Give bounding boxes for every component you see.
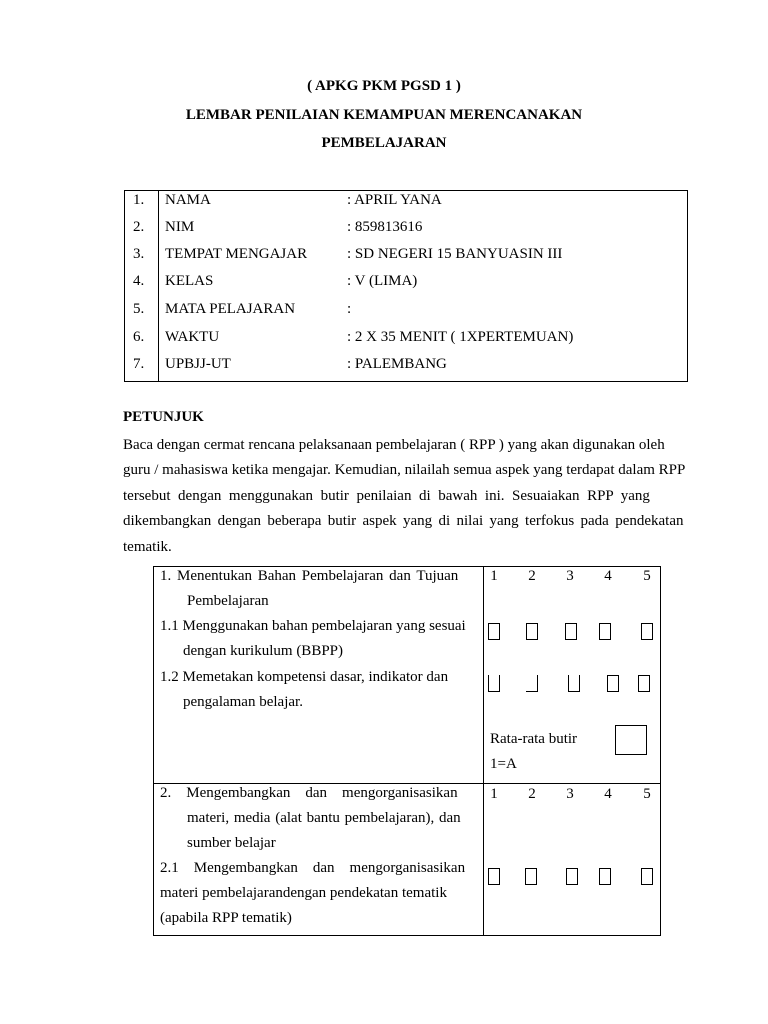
- form-title-continued: PEMBELAJARAN: [321, 135, 447, 151]
- instructions-line: guru / mahasiswa ketika mengajar. Kemudian, nilailah semua aspek yang terdapat dalam RPP: [123, 462, 686, 478]
- instructions-line: Baca dengan cermat rencana pelaksanaan pembelajaran ( RPP ) yang akan digunakan oleh: [123, 437, 665, 453]
- item-1-1-text: 1.1 Menggunakan bahan pembelajaran yang sesuai: [160, 618, 466, 634]
- score-checkbox[interactable]: [638, 675, 650, 692]
- average-score-box[interactable]: [615, 725, 647, 755]
- score-checkbox[interactable]: [607, 675, 619, 692]
- score-label: 3: [566, 568, 574, 584]
- score-checkbox[interactable]: [526, 623, 538, 640]
- score-label: 1: [490, 786, 498, 802]
- section-2-title-continued: sumber belajar: [187, 835, 276, 851]
- row-label: WAKTU: [165, 329, 220, 345]
- score-checkbox[interactable]: [565, 623, 577, 640]
- instructions-heading: PETUNJUK: [123, 409, 204, 425]
- score-checkbox[interactable]: [526, 675, 538, 692]
- row-number: 3.: [133, 246, 145, 262]
- score-checkbox[interactable]: [488, 623, 500, 640]
- instructions-line: tersebut dengan menggunakan butir penilaian di bawah ini. Sesuaiakan RPP yang: [123, 488, 650, 504]
- row-value: : APRIL YANA: [347, 192, 442, 208]
- item-1-2-text: 1.2 Memetakan kompetensi dasar, indikator dan: [160, 669, 449, 685]
- identity-row: [125, 244, 687, 264]
- column-divider: [483, 784, 484, 935]
- score-label: 5: [643, 568, 651, 584]
- row-value: : PALEMBANG: [347, 356, 447, 372]
- score-label: 3: [566, 786, 574, 802]
- score-checkbox[interactable]: [568, 675, 580, 692]
- score-label: 4: [604, 568, 612, 584]
- item-2-1-text: 2.1 Mengembangkan dan mengorganisasikan: [160, 860, 466, 876]
- average-label: Rata-rata butir: [490, 731, 578, 747]
- row-label: TEMPAT MENGAJAR: [165, 246, 308, 262]
- identity-row: [125, 217, 687, 237]
- section-2-title-continued: materi, media (alat bantu pembelajaran), dan: [187, 810, 461, 826]
- row-value: : SD NEGERI 15 BANYUASIN III: [347, 246, 563, 262]
- row-value: : V (LIMA): [347, 273, 418, 289]
- row-label: KELAS: [165, 273, 214, 289]
- average-label-continued: 1=A: [490, 756, 517, 772]
- score-label: 1: [490, 568, 498, 584]
- identity-table: [124, 190, 688, 382]
- score-checkbox[interactable]: [488, 675, 500, 692]
- score-checkbox[interactable]: [488, 868, 500, 885]
- instructions-line: tematik.: [123, 539, 172, 555]
- item-2-1-text-continued: (apabila RPP tematik): [160, 910, 292, 926]
- form-code-title: ( APKG PKM PGSD 1 ): [307, 78, 461, 94]
- row-number: 4.: [133, 273, 145, 289]
- row-number: 5.: [133, 301, 145, 317]
- row-label: NAMA: [165, 192, 211, 208]
- score-label: 2: [528, 568, 536, 584]
- score-checkbox[interactable]: [641, 868, 653, 885]
- section-1-title-continued: Pembelajaran: [187, 593, 269, 609]
- score-label: 5: [643, 786, 651, 802]
- row-value: : 2 X 35 MENIT ( 1XPERTEMUAN): [347, 329, 574, 345]
- form-title: LEMBAR PENILAIAN KEMAMPUAN MERENCANAKAN: [185, 107, 583, 123]
- item-2-1-text-continued: materi pembelajarandengan pendekatan tematik: [160, 885, 447, 901]
- row-number: 1.: [133, 192, 145, 208]
- score-checkbox[interactable]: [641, 623, 653, 640]
- identity-row: [125, 354, 687, 374]
- column-divider: [483, 567, 484, 783]
- rubric-table-section-2: [153, 783, 661, 936]
- row-value: :: [347, 301, 352, 317]
- item-1-2-text-continued: pengalaman belajar.: [183, 694, 303, 710]
- score-label: 2: [528, 786, 536, 802]
- row-number: 6.: [133, 329, 145, 345]
- score-checkbox[interactable]: [525, 868, 537, 885]
- instructions-line: dikembangkan dengan beberapa butir aspek yang di nilai yang terfokus pada pendekatan: [123, 513, 684, 529]
- row-label: MATA PELAJARAN: [165, 301, 296, 317]
- section-2-title: 2. Mengembangkan dan mengorganisasikan: [160, 785, 458, 801]
- identity-row: [125, 299, 687, 319]
- score-checkbox[interactable]: [566, 868, 578, 885]
- section-1-title: 1. Menentukan Bahan Pembelajaran dan Tujuan: [160, 568, 459, 584]
- identity-row: [125, 190, 687, 210]
- score-checkbox[interactable]: [599, 623, 611, 640]
- score-label: 4: [604, 786, 612, 802]
- score-checkbox[interactable]: [599, 868, 611, 885]
- row-number: 2.: [133, 219, 145, 235]
- row-label: NIM: [165, 219, 195, 235]
- rubric-table-section-1: [153, 566, 661, 784]
- row-label: UPBJJ-UT: [165, 356, 231, 372]
- identity-row: [125, 271, 687, 291]
- identity-row: [125, 327, 687, 347]
- item-1-1-text-continued: dengan kurikulum (BBPP): [183, 643, 343, 659]
- row-value: : 859813616: [347, 219, 423, 235]
- row-number: 7.: [133, 356, 145, 372]
